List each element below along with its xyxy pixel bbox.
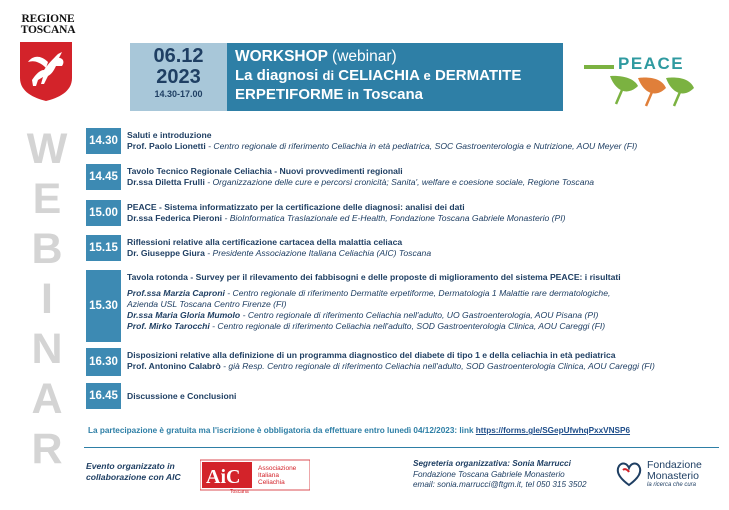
speaker-role: Azienda USL Toscana Centro Firenze (FI) [127,299,287,309]
regione-logo-line1: REGIONE [21,13,75,25]
speaker-name: Dr. Giuseppe Giura [127,248,205,258]
agenda-speaker [127,321,717,332]
secretariat-contact: email: sonia.marrucci@ftgm.it, tel 050 315 3502 [413,480,587,489]
agenda-speaker [127,288,717,299]
fondazione-logo-line: Fondazione [647,459,702,471]
agenda-speaker [127,213,717,224]
speaker-role: - BioInformatica Traslazionale ed E-Health, Fondazione Toscana Gabriele Monasterio (PI) [222,213,566,223]
secretariat-org: Fondazione Toscana Gabriele Monasterio [413,469,565,479]
agenda-topic: Discussione e Conclusioni [127,391,237,401]
registration-link[interactable]: https://forms.gle/SGepUfwhqPxxVNSP6 [475,426,631,435]
agenda-time: 14.45 [86,164,121,190]
organizing-secretariat [413,459,587,491]
speaker-role: - Centro regionale di riferimento Celiachia in età pediatrica, SOC Gastroenterologia e Nutrizione, AOU Meyer (FI) [205,141,638,151]
fondazione-logo-text [647,460,702,482]
fondazione-tagline: la ricerca che cura [647,482,697,488]
agenda-speaker [127,141,717,152]
registration-notice-text: La partecipazione è gratuita ma l'iscrizione è obbligatoria da effettuare entro lunedì 04/12/2023: link [88,426,476,435]
agenda-content [127,391,717,402]
title-part: Toscana [363,86,423,103]
footer-divider [84,447,719,448]
title-part: in [347,87,360,102]
agenda-content [127,130,717,152]
webinar-letter: W [26,125,68,173]
organizer-note [86,461,181,483]
agenda-time: 15.15 [86,235,121,261]
agenda-time: 14.30 [86,128,121,154]
speaker-name: Prof. Paolo Lionetti [127,141,206,151]
secretariat-title: Segreteria organizzativa: Sonia Marrucci [413,459,571,468]
heart-logo-icon [614,459,644,489]
webinar-letter: E [32,175,62,223]
agenda-content [127,272,717,332]
agenda-topic: Saluti e introduzione [127,130,212,140]
speaker-role: - Presidente Associazione Italiana Celiachia (AIC) Toscana [204,248,432,258]
agenda-topic: Tavola rotonda - Survey per il rilevamento dei fabbisogni e delle proposte di miglioramento del sistema PEACE: i risultati [127,272,621,282]
aic-logo-graphic [200,458,310,494]
aic-logo-mark: AiC [206,466,241,488]
webinar-vertical-label [21,124,73,474]
aic-logo-sub: Associazione [258,465,297,472]
title-line-1 [235,47,563,66]
agenda-speaker [127,299,717,310]
event-time-range: 14.30-17.00 [154,89,203,99]
regione-toscana-logo [18,14,78,107]
speaker-name: Prof.ssa Marzia Caproni [127,288,225,298]
agenda-speaker [127,177,717,188]
title-part: e [423,68,431,83]
webinar-letter: B [31,225,63,273]
speaker-name: Dr.ssa Diletta Frulli [127,177,205,187]
webinar-letter: R [31,425,63,473]
peace-logo [582,52,708,114]
aic-logo-sub: Italiana [258,472,279,479]
agenda-topic: PEACE - Sistema informatizzato per la certificazione delle diagnosi: analisi dei dati [127,202,465,212]
organizer-line: collaborazione con AIC [86,472,181,482]
agenda-time: 16.30 [86,348,121,376]
speaker-role: - Centro regionale di riferimento Celiachia nell'adulto, UO Gastroenterologia, AOU Pisana (PI) [240,310,599,320]
agenda-topic: Tavolo Tecnico Regionale Celiachia - Nuovi provvedimenti regionali [127,166,403,176]
registration-notice [88,426,630,435]
agenda-content [127,350,717,372]
title-webinar-tag: (webinar) [332,48,397,65]
speaker-name: Dr.ssa Maria Gloria Mumolo [127,310,241,320]
webinar-letter: N [31,325,63,373]
agenda-content [127,237,717,259]
speaker-role: - già Resp. Centro regionale di riferimento Celiachia nell'adulto, SOD Gastroenterologia Clinica, AOU Careggi (FI) [220,361,655,371]
event-title-box [227,43,563,111]
title-part: La diagnosi [235,67,319,84]
agenda-topic: Disposizioni relative alla definizione di un programma diagnostico del diabete di tipo 1 e della celiachia in età pediatrica [127,350,616,360]
title-workshop: WORKSHOP [235,48,328,65]
speaker-role: - Organizzazione delle cure e percorsi cronicità; Sanita', welfare e coesione sociale, Regione Toscana [204,177,595,187]
peace-logo-text: PEACE [618,54,685,73]
pegasus-shield-icon [18,40,74,102]
speaker-name: Prof. Antonino Calabrò [127,361,221,371]
agenda-speaker [127,248,717,259]
webinar-letter: A [31,375,63,423]
regione-toscana-logo-text [18,14,78,36]
agenda-time: 16.45 [86,383,121,409]
organizer-line: Evento organizzato in [86,461,175,471]
speaker-name: Prof. Mirko Tarocchi [127,321,210,331]
title-part: DERMATITE [434,67,522,84]
date-box [130,43,227,111]
aic-logo-region: Toscana [230,489,249,494]
title-part: ERPETIFORME [235,86,344,103]
speaker-name: Dr.ssa Federica Pieroni [127,213,223,223]
webinar-letter: I [41,275,53,323]
agenda-content [127,202,717,224]
speaker-role: - Centro regionale di riferimento Celiachia nell'adulto, SOD Gastroenterologia Clinica, AOU Careggi (FI) [209,321,606,331]
event-year: 2023 [156,66,201,88]
title-line-2 [235,66,563,85]
agenda-time: 15.00 [86,200,121,226]
aic-logo [200,458,310,494]
agenda-content [127,166,717,188]
title-part: CELIACHIA [338,67,420,84]
fondazione-logo-line: Monasterio [647,470,699,482]
fondazione-monasterio-logo [614,459,714,491]
event-date: 06.12 [153,45,204,67]
title-part: di [322,68,335,83]
speaker-role: - Centro regionale di riferimento Dermatite erpetiforme, Dermatologia 1 Malattie rare dermatologiche, [224,288,611,298]
agenda-speaker [127,361,717,372]
agenda-speaker [127,310,717,321]
regione-logo-line2: TOSCANA [20,24,76,36]
title-line-3 [235,85,563,104]
agenda-topic: Riflessioni relative alla certificazione cartacea della malattia celiaca [127,237,403,247]
agenda-time: 15.30 [86,270,121,342]
aic-logo-sub: Celiachia [258,479,285,486]
